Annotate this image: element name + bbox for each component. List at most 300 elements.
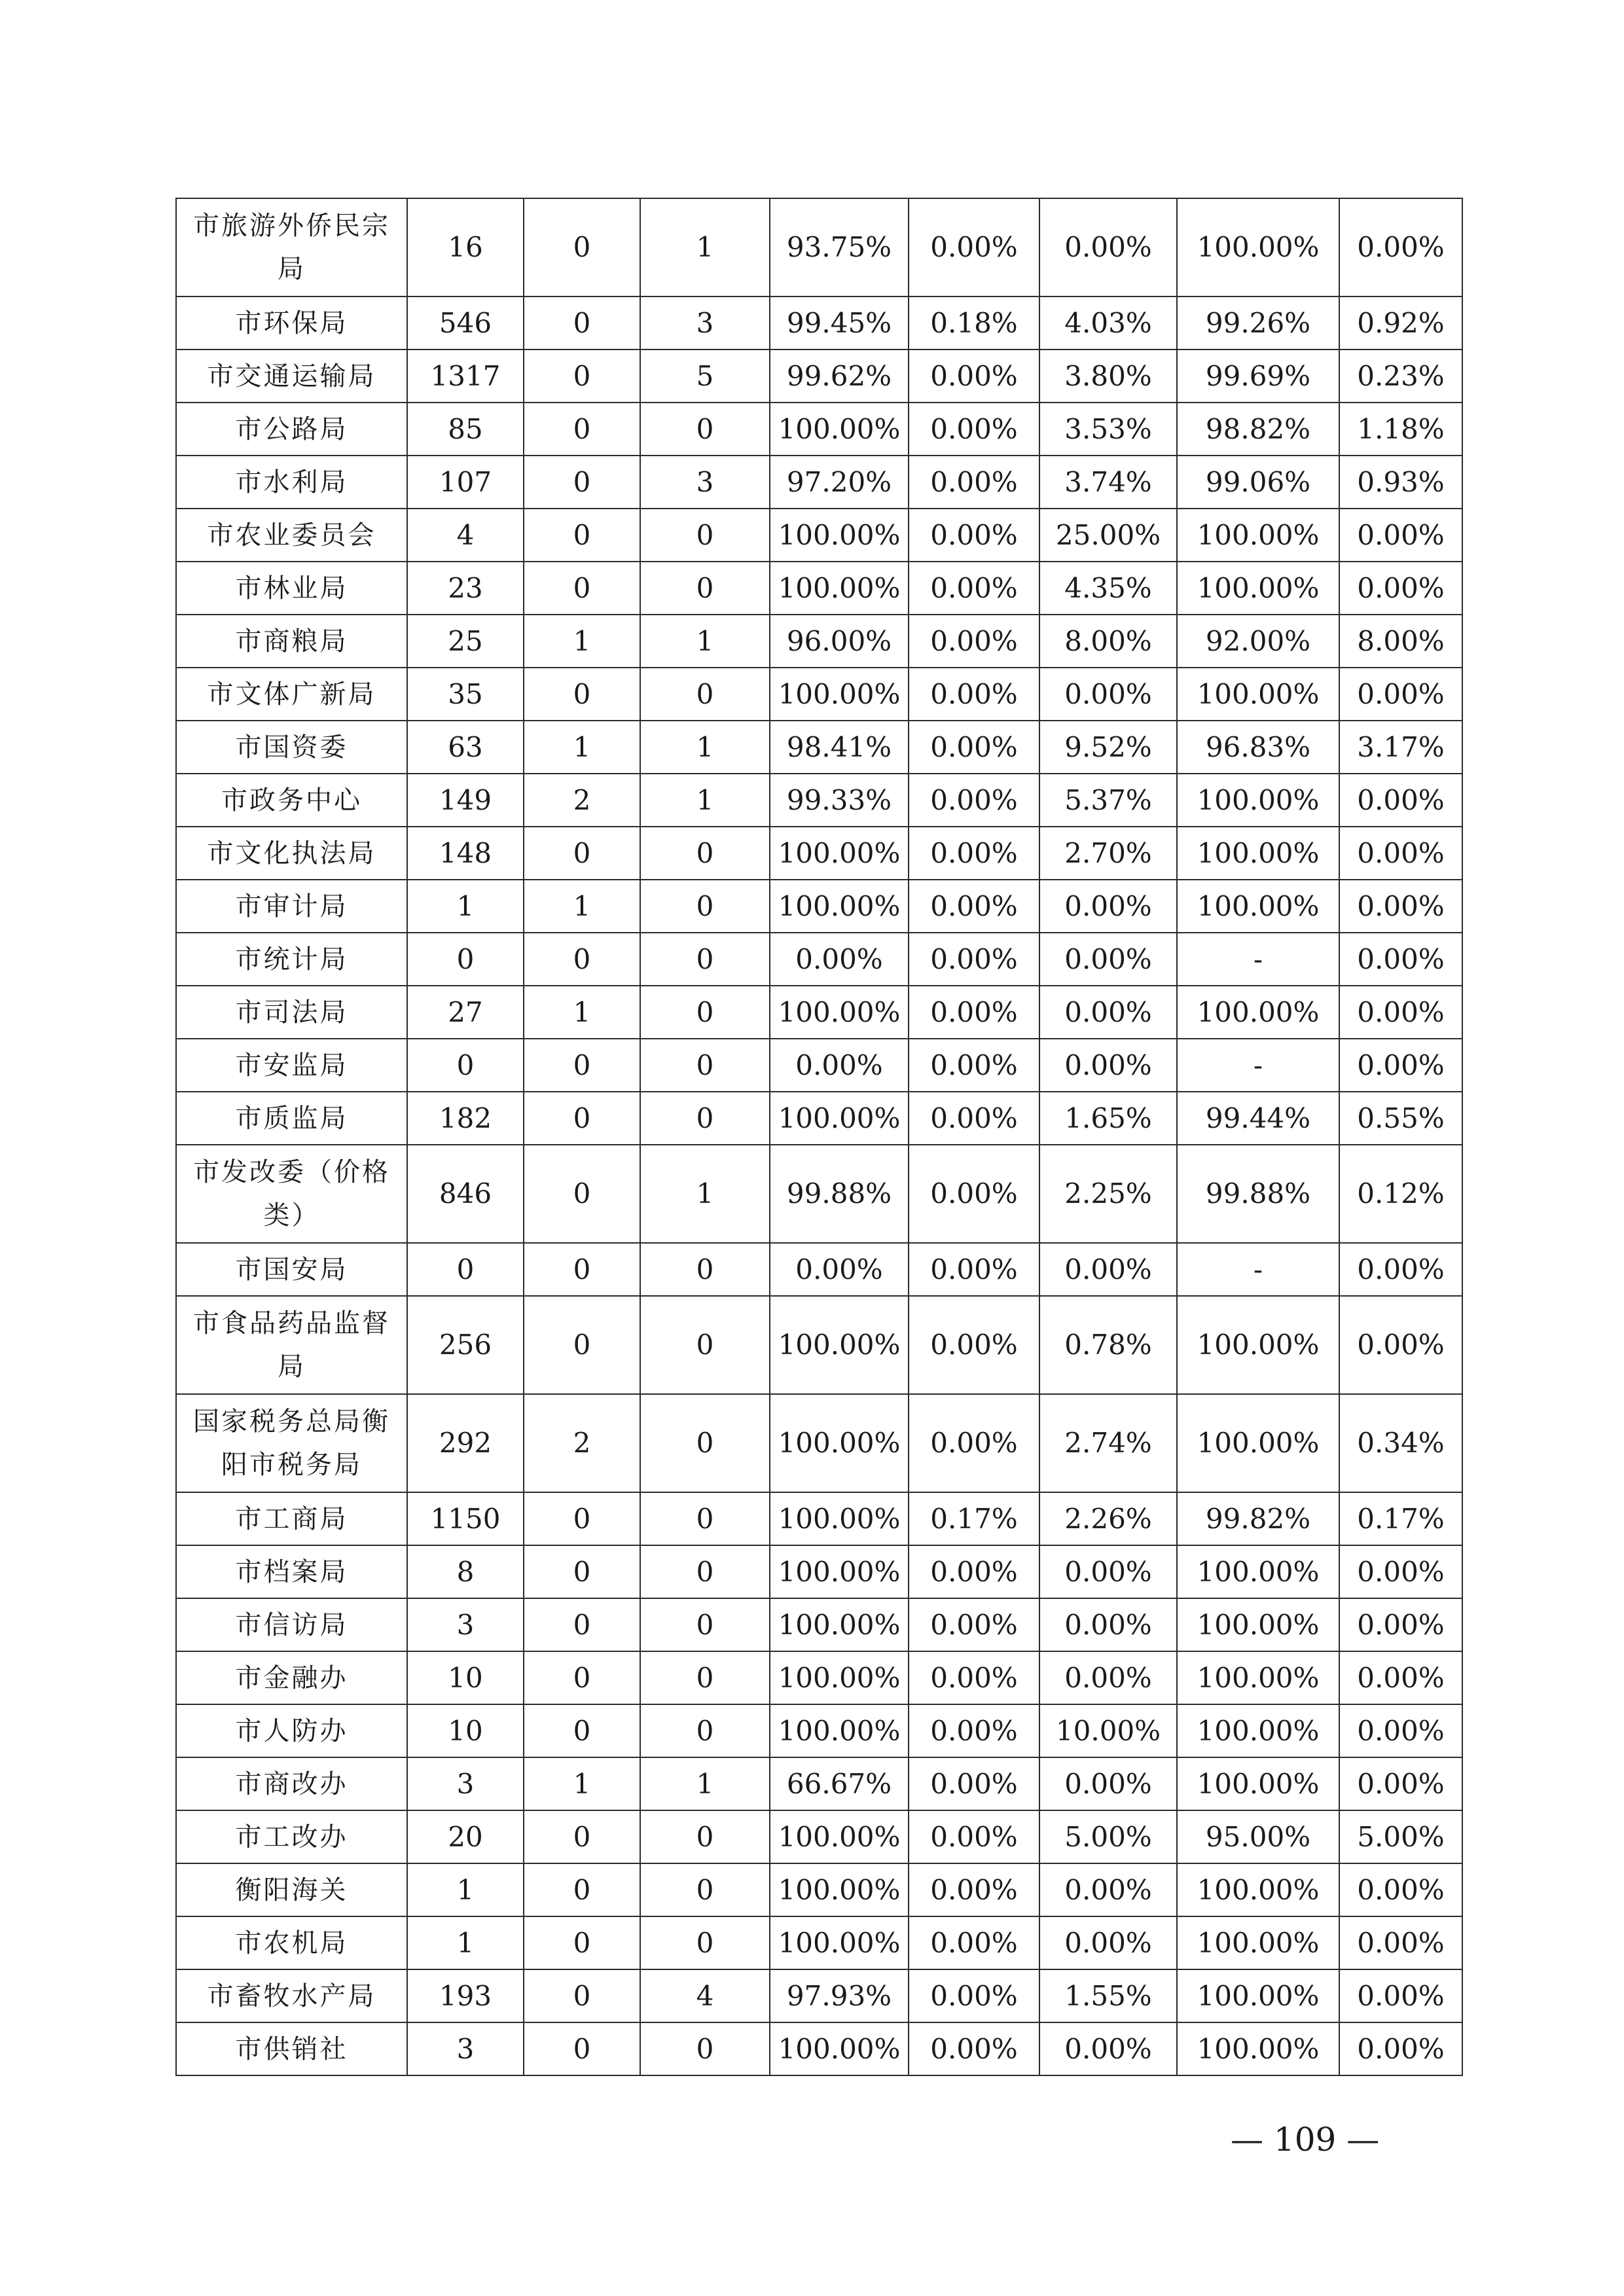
value-cell: 1 <box>640 198 770 296</box>
department-name-cell: 市安监局 <box>176 1039 407 1092</box>
value-cell: 0.00% <box>909 1810 1039 1863</box>
value-cell: 0 <box>524 456 640 509</box>
table-row <box>176 456 1462 509</box>
table-row <box>176 1492 1462 1545</box>
department-name-cell: 市文化执法局 <box>176 827 407 880</box>
value-cell: 100.00% <box>770 1810 909 1863</box>
value-cell: 0.00% <box>1339 1598 1462 1651</box>
value-cell: 0.00% <box>909 827 1039 880</box>
value-cell: 99.88% <box>1177 1145 1339 1243</box>
value-cell: - <box>1177 1039 1339 1092</box>
table-row <box>176 1810 1462 1863</box>
value-cell: 99.82% <box>1177 1492 1339 1545</box>
value-cell: 0 <box>640 1394 770 1492</box>
department-name-cell: 市文体广新局 <box>176 668 407 721</box>
value-cell: 1150 <box>407 1492 524 1545</box>
value-cell: 0 <box>640 1863 770 1916</box>
table-row <box>176 880 1462 933</box>
value-cell: 0.00% <box>1339 986 1462 1039</box>
value-cell: 0.00% <box>909 615 1039 668</box>
value-cell: 0 <box>640 1916 770 1969</box>
value-cell: 0 <box>524 1810 640 1863</box>
table-row <box>176 1598 1462 1651</box>
value-cell: 100.00% <box>770 2022 909 2075</box>
value-cell: 0 <box>640 1492 770 1545</box>
value-cell: 0.00% <box>1039 986 1177 1039</box>
value-cell: 1 <box>640 1145 770 1243</box>
value-cell: 100.00% <box>770 562 909 615</box>
value-cell: 0 <box>524 1863 640 1916</box>
value-cell: 0.00% <box>909 1145 1039 1243</box>
table-row <box>176 1296 1462 1394</box>
value-cell: 100.00% <box>1177 1394 1339 1492</box>
department-name-cell: 市司法局 <box>176 986 407 1039</box>
value-cell: 1 <box>640 721 770 774</box>
department-name-cell: 市林业局 <box>176 562 407 615</box>
value-cell: 0.00% <box>909 1757 1039 1810</box>
value-cell: 0.00% <box>1039 1651 1177 1704</box>
department-name-cell: 市国资委 <box>176 721 407 774</box>
table-row <box>176 198 1462 296</box>
value-cell: 1 <box>524 880 640 933</box>
value-cell: 35 <box>407 668 524 721</box>
value-cell: 2 <box>524 774 640 827</box>
value-cell: 0.12% <box>1339 1145 1462 1243</box>
value-cell: 100.00% <box>1177 1757 1339 1810</box>
department-name-cell: 市公路局 <box>176 403 407 456</box>
value-cell: 0.55% <box>1339 1092 1462 1145</box>
value-cell: 0.00% <box>1039 1863 1177 1916</box>
value-cell: 1 <box>640 1757 770 1810</box>
value-cell: 3.80% <box>1039 350 1177 403</box>
value-cell: 0 <box>524 2022 640 2075</box>
value-cell: 100.00% <box>770 1598 909 1651</box>
value-cell: 0 <box>524 403 640 456</box>
value-cell: 100.00% <box>1177 827 1339 880</box>
table-row <box>176 2022 1462 2075</box>
value-cell: 0.93% <box>1339 456 1462 509</box>
department-name-cell: 市交通运输局 <box>176 350 407 403</box>
department-name-cell: 市审计局 <box>176 880 407 933</box>
department-name-cell: 市旅游外侨民宗局 <box>176 198 407 296</box>
value-cell: 0 <box>524 1145 640 1243</box>
value-cell: 100.00% <box>1177 1704 1339 1757</box>
department-name-cell: 市信访局 <box>176 1598 407 1651</box>
value-cell: 66.67% <box>770 1757 909 1810</box>
value-cell: 100.00% <box>770 1651 909 1704</box>
value-cell: 0 <box>640 986 770 1039</box>
value-cell: 0.00% <box>909 456 1039 509</box>
value-cell: 0 <box>524 296 640 350</box>
value-cell: 0 <box>524 1969 640 2022</box>
value-cell: 99.06% <box>1177 456 1339 509</box>
value-cell: 1.65% <box>1039 1092 1177 1145</box>
department-name-cell: 市供销社 <box>176 2022 407 2075</box>
value-cell: 4 <box>407 509 524 562</box>
value-cell: 100.00% <box>1177 986 1339 1039</box>
department-name-cell: 市工商局 <box>176 1492 407 1545</box>
value-cell: 0 <box>640 1092 770 1145</box>
value-cell: 0.00% <box>1039 1916 1177 1969</box>
value-cell: 4 <box>640 1969 770 2022</box>
value-cell: 0.00% <box>909 562 1039 615</box>
value-cell: 0.00% <box>1039 933 1177 986</box>
table-row <box>176 1651 1462 1704</box>
value-cell: 0.00% <box>909 721 1039 774</box>
table-row <box>176 562 1462 615</box>
value-cell: 99.33% <box>770 774 909 827</box>
value-cell: 3 <box>407 1757 524 1810</box>
value-cell: 0.00% <box>1339 1545 1462 1598</box>
value-cell: 0.00% <box>909 1704 1039 1757</box>
value-cell: 99.44% <box>1177 1092 1339 1145</box>
value-cell: 0.00% <box>1339 1296 1462 1394</box>
value-cell: 100.00% <box>770 1863 909 1916</box>
value-cell: 0.00% <box>1339 509 1462 562</box>
value-cell: 1 <box>407 880 524 933</box>
value-cell: 0.00% <box>1339 1243 1462 1296</box>
value-cell: 99.45% <box>770 296 909 350</box>
value-cell: 0 <box>640 403 770 456</box>
value-cell: 0.00% <box>1339 1969 1462 2022</box>
department-name-cell: 市食品药品监督局 <box>176 1296 407 1394</box>
department-name-cell: 市发改委（价格类） <box>176 1145 407 1243</box>
value-cell: 0 <box>524 1651 640 1704</box>
value-cell: 100.00% <box>1177 774 1339 827</box>
value-cell: 0.00% <box>1339 2022 1462 2075</box>
value-cell: 1 <box>524 986 640 1039</box>
value-cell: 0 <box>640 562 770 615</box>
value-cell: 1317 <box>407 350 524 403</box>
value-cell: 2.74% <box>1039 1394 1177 1492</box>
value-cell: 95.00% <box>1177 1810 1339 1863</box>
department-name-cell: 衡阳海关 <box>176 1863 407 1916</box>
value-cell: 100.00% <box>770 1296 909 1394</box>
value-cell: 10 <box>407 1704 524 1757</box>
value-cell: 0.00% <box>770 933 909 986</box>
value-cell: 846 <box>407 1145 524 1243</box>
value-cell: 100.00% <box>1177 562 1339 615</box>
value-cell: 100.00% <box>770 1092 909 1145</box>
value-cell: 100.00% <box>770 1545 909 1598</box>
value-cell: 1 <box>524 615 640 668</box>
table-row <box>176 827 1462 880</box>
table-row <box>176 774 1462 827</box>
table-row <box>176 1092 1462 1145</box>
value-cell: 3 <box>640 456 770 509</box>
value-cell: 100.00% <box>1177 880 1339 933</box>
value-cell: 100.00% <box>1177 1969 1339 2022</box>
table-row <box>176 1704 1462 1757</box>
value-cell: 0 <box>524 668 640 721</box>
table-row <box>176 1243 1462 1296</box>
value-cell: 0.00% <box>1039 1039 1177 1092</box>
statistics-table <box>175 198 1463 2076</box>
value-cell: 8.00% <box>1039 615 1177 668</box>
table-row <box>176 1969 1462 2022</box>
value-cell: 0.00% <box>909 198 1039 296</box>
value-cell: 0 <box>524 1916 640 1969</box>
value-cell: 0.00% <box>1339 198 1462 296</box>
value-cell: 100.00% <box>1177 668 1339 721</box>
value-cell: 98.82% <box>1177 403 1339 456</box>
value-cell: 1.18% <box>1339 403 1462 456</box>
department-name-cell: 市档案局 <box>176 1545 407 1598</box>
value-cell: 100.00% <box>770 1492 909 1545</box>
value-cell: 0.00% <box>770 1243 909 1296</box>
value-cell: 100.00% <box>1177 1651 1339 1704</box>
value-cell: 0.92% <box>1339 296 1462 350</box>
value-cell: 0 <box>407 1039 524 1092</box>
value-cell: 1 <box>524 1757 640 1810</box>
table-row <box>176 1545 1462 1598</box>
value-cell: 85 <box>407 403 524 456</box>
table-row <box>176 1039 1462 1092</box>
department-name-cell: 市质监局 <box>176 1092 407 1145</box>
department-name-cell: 市农业委员会 <box>176 509 407 562</box>
department-name-cell: 市工改办 <box>176 1810 407 1863</box>
value-cell: 0.00% <box>1039 668 1177 721</box>
table-row <box>176 986 1462 1039</box>
value-cell: 3.74% <box>1039 456 1177 509</box>
table-row <box>176 933 1462 986</box>
value-cell: 0.00% <box>909 2022 1039 2075</box>
value-cell: 0.00% <box>909 403 1039 456</box>
value-cell: 0.00% <box>1339 1863 1462 1916</box>
value-cell: 100.00% <box>1177 1545 1339 1598</box>
value-cell: 0.17% <box>1339 1492 1462 1545</box>
value-cell: 0 <box>640 509 770 562</box>
value-cell: 0 <box>524 827 640 880</box>
value-cell: 0 <box>640 1810 770 1863</box>
value-cell: 100.00% <box>770 986 909 1039</box>
department-name-cell: 市商改办 <box>176 1757 407 1810</box>
value-cell: 93.75% <box>770 198 909 296</box>
value-cell: 0 <box>524 562 640 615</box>
value-cell: 2.70% <box>1039 827 1177 880</box>
table-row <box>176 721 1462 774</box>
value-cell: 0.00% <box>1339 1651 1462 1704</box>
value-cell: 0 <box>524 1492 640 1545</box>
value-cell: 10 <box>407 1651 524 1704</box>
department-name-cell: 市金融办 <box>176 1651 407 1704</box>
value-cell: 0 <box>640 880 770 933</box>
table-row <box>176 403 1462 456</box>
value-cell: 99.26% <box>1177 296 1339 350</box>
value-cell: 0 <box>640 1704 770 1757</box>
value-cell: - <box>1177 1243 1339 1296</box>
value-cell: 0 <box>407 933 524 986</box>
value-cell: 99.69% <box>1177 350 1339 403</box>
department-name-cell: 市环保局 <box>176 296 407 350</box>
value-cell: 0 <box>640 1598 770 1651</box>
value-cell: 100.00% <box>1177 2022 1339 2075</box>
department-name-cell: 市畜牧水产局 <box>176 1969 407 2022</box>
value-cell: 0.00% <box>909 880 1039 933</box>
value-cell: 0.00% <box>909 350 1039 403</box>
value-cell: 0 <box>524 1598 640 1651</box>
table-row <box>176 668 1462 721</box>
value-cell: 0.00% <box>909 668 1039 721</box>
value-cell: 1 <box>524 721 640 774</box>
department-name-cell: 市统计局 <box>176 933 407 986</box>
value-cell: 0.23% <box>1339 350 1462 403</box>
value-cell: 97.93% <box>770 1969 909 2022</box>
value-cell: 100.00% <box>1177 1916 1339 1969</box>
value-cell: 0.00% <box>909 1863 1039 1916</box>
table-row <box>176 1145 1462 1243</box>
value-cell: 546 <box>407 296 524 350</box>
value-cell: 0 <box>640 2022 770 2075</box>
value-cell: 9.52% <box>1039 721 1177 774</box>
value-cell: 0.00% <box>909 1039 1039 1092</box>
department-name-cell: 市人防办 <box>176 1704 407 1757</box>
value-cell: 0.00% <box>1339 827 1462 880</box>
value-cell: 0.00% <box>1339 933 1462 986</box>
table-row <box>176 350 1462 403</box>
value-cell: 3.53% <box>1039 403 1177 456</box>
value-cell: 2.26% <box>1039 1492 1177 1545</box>
department-name-cell: 市商粮局 <box>176 615 407 668</box>
department-name-cell: 市国安局 <box>176 1243 407 1296</box>
value-cell: 0.00% <box>1039 198 1177 296</box>
value-cell: 0.00% <box>1039 2022 1177 2075</box>
value-cell: 0.00% <box>1339 1916 1462 1969</box>
department-name-cell: 国家税务总局衡阳市税务局 <box>176 1394 407 1492</box>
value-cell: 0.00% <box>909 1296 1039 1394</box>
department-name-cell: 市水利局 <box>176 456 407 509</box>
value-cell: 0.00% <box>1339 562 1462 615</box>
value-cell: 100.00% <box>770 1916 909 1969</box>
value-cell: 0 <box>640 668 770 721</box>
value-cell: 0.00% <box>909 774 1039 827</box>
value-cell: 0 <box>524 933 640 986</box>
value-cell: 0 <box>640 1296 770 1394</box>
value-cell: 8.00% <box>1339 615 1462 668</box>
value-cell: 0 <box>640 1039 770 1092</box>
value-cell: 0.00% <box>909 1092 1039 1145</box>
value-cell: 2.25% <box>1039 1145 1177 1243</box>
value-cell: - <box>1177 933 1339 986</box>
table-row <box>176 1757 1462 1810</box>
value-cell: 100.00% <box>770 403 909 456</box>
value-cell: 96.83% <box>1177 721 1339 774</box>
value-cell: 23 <box>407 562 524 615</box>
department-name-cell: 市农机局 <box>176 1916 407 1969</box>
value-cell: 100.00% <box>1177 1296 1339 1394</box>
value-cell: 4.35% <box>1039 562 1177 615</box>
value-cell: 0 <box>640 1545 770 1598</box>
value-cell: 3 <box>407 2022 524 2075</box>
value-cell: 5 <box>640 350 770 403</box>
value-cell: 0.00% <box>1339 1757 1462 1810</box>
value-cell: 0 <box>524 1296 640 1394</box>
value-cell: 0 <box>640 933 770 986</box>
value-cell: 100.00% <box>1177 509 1339 562</box>
value-cell: 92.00% <box>1177 615 1339 668</box>
value-cell: 182 <box>407 1092 524 1145</box>
table-row <box>176 1863 1462 1916</box>
value-cell: 100.00% <box>770 827 909 880</box>
value-cell: 0.00% <box>909 1394 1039 1492</box>
value-cell: 0 <box>524 1545 640 1598</box>
value-cell: 0.00% <box>909 1598 1039 1651</box>
value-cell: 148 <box>407 827 524 880</box>
value-cell: 0 <box>524 509 640 562</box>
value-cell: 1 <box>640 615 770 668</box>
value-cell: 0.00% <box>909 509 1039 562</box>
value-cell: 100.00% <box>1177 1863 1339 1916</box>
value-cell: 1 <box>407 1916 524 1969</box>
value-cell: 0.78% <box>1039 1296 1177 1394</box>
value-cell: 0.00% <box>1339 880 1462 933</box>
value-cell: 0.00% <box>1339 774 1462 827</box>
value-cell: 0 <box>524 1704 640 1757</box>
value-cell: 0 <box>640 1651 770 1704</box>
value-cell: 99.62% <box>770 350 909 403</box>
value-cell: 1 <box>640 774 770 827</box>
department-name-cell: 市政务中心 <box>176 774 407 827</box>
value-cell: 2 <box>524 1394 640 1492</box>
value-cell: 0.00% <box>1039 1598 1177 1651</box>
value-cell: 100.00% <box>770 1704 909 1757</box>
value-cell: 0.00% <box>909 1651 1039 1704</box>
value-cell: 25.00% <box>1039 509 1177 562</box>
value-cell: 0.00% <box>909 1243 1039 1296</box>
value-cell: 0.18% <box>909 296 1039 350</box>
value-cell: 193 <box>407 1969 524 2022</box>
value-cell: 0.00% <box>770 1039 909 1092</box>
value-cell: 0.00% <box>1039 1545 1177 1598</box>
value-cell: 5.37% <box>1039 774 1177 827</box>
value-cell: 149 <box>407 774 524 827</box>
value-cell: 25 <box>407 615 524 668</box>
value-cell: 96.00% <box>770 615 909 668</box>
value-cell: 256 <box>407 1296 524 1394</box>
value-cell: 5.00% <box>1039 1810 1177 1863</box>
value-cell: 0.00% <box>909 1969 1039 2022</box>
value-cell: 0 <box>524 198 640 296</box>
value-cell: 0.00% <box>1339 668 1462 721</box>
value-cell: 16 <box>407 198 524 296</box>
value-cell: 0 <box>524 1243 640 1296</box>
value-cell: 99.88% <box>770 1145 909 1243</box>
value-cell: 4.03% <box>1039 296 1177 350</box>
value-cell: 0 <box>640 827 770 880</box>
value-cell: 0.00% <box>1039 1243 1177 1296</box>
value-cell: 0.34% <box>1339 1394 1462 1492</box>
value-cell: 0.00% <box>1339 1039 1462 1092</box>
value-cell: 100.00% <box>1177 1598 1339 1651</box>
value-cell: 98.41% <box>770 721 909 774</box>
table-row <box>176 1916 1462 1969</box>
value-cell: 100.00% <box>770 668 909 721</box>
value-cell: 0.00% <box>909 986 1039 1039</box>
table-row <box>176 296 1462 350</box>
value-cell: 3 <box>407 1598 524 1651</box>
value-cell: 292 <box>407 1394 524 1492</box>
table-row <box>176 1394 1462 1492</box>
table-row <box>176 615 1462 668</box>
value-cell: 0 <box>407 1243 524 1296</box>
value-cell: 100.00% <box>1177 198 1339 296</box>
value-cell: 1 <box>407 1863 524 1916</box>
value-cell: 5.00% <box>1339 1810 1462 1863</box>
value-cell: 3.17% <box>1339 721 1462 774</box>
value-cell: 10.00% <box>1039 1704 1177 1757</box>
value-cell: 0 <box>524 1039 640 1092</box>
value-cell: 8 <box>407 1545 524 1598</box>
